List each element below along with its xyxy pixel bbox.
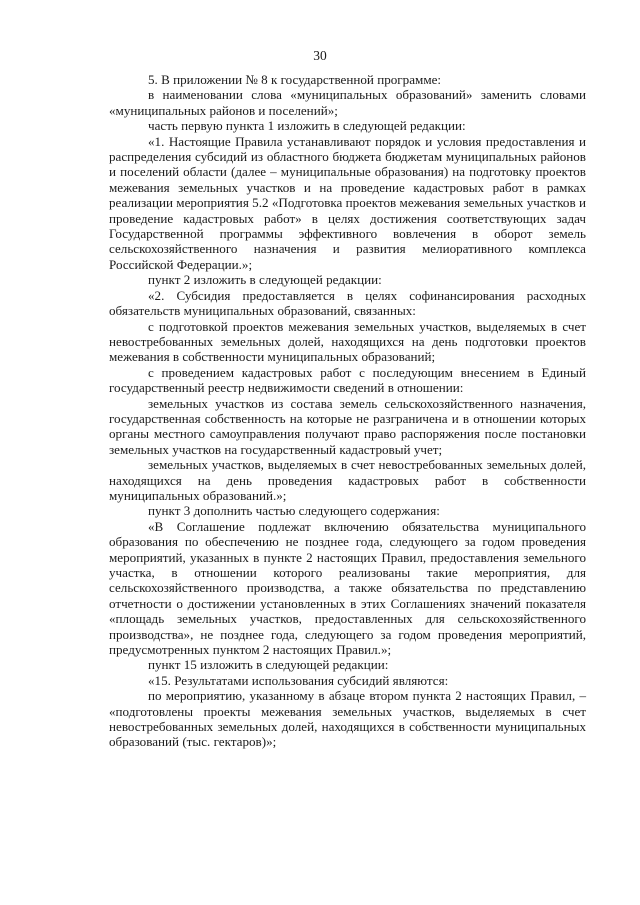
paragraph-item15-text: «15. Результатами использования субсидий являются: — [148, 672, 449, 688]
paragraph-item2-state-land: земельных участков из состава земель сельскохозяйственного назначения, государственная собственность на которые не разграничена и в отношении которых органы местного самоуправления получают право распоряжения после постановки земельных участков на государственный кадастровый учет; — [109, 395, 586, 457]
paragraph-item1-text: «1. Настоящие Правила устанавливают порядок и условия предоставления и распределения субсидий из областного бюджета бюджетам муниципальных районов и поселений области (далее – муниципальные образования) на подготовку проектов межевания земельных участков и на проведение кадастровых работ в рамках реализации мероприятия 5.2 «Подготовка проектов межевания земельных участков и проведение кадастровых работ» в целях достижения соответствующих задач Государственной программы эффективного вовлечения в оборот земель сельскохозяйственного назначения и развития мелиоративного комплекса Российской Федерации.»; — [109, 133, 586, 272]
paragraph-title-change: в наименовании слова «муниципальных образований» заменить словами «муниципальных районов и поселений»; — [109, 87, 586, 118]
page-number: 30 — [313, 48, 327, 63]
paragraph-item15-result: по мероприятию, указанному в абзаце втором пункта 2 настоящих Правил, – «подготовлены проекты межевания земельных участков, выделяемых в счет невостребованных земельных долей, находящихся в собственности муниципальных образований (тыс. гектаров)»; — [109, 688, 586, 750]
paragraph-item1-intro: часть первую пункта 1 изложить в следующей редакции: — [148, 118, 466, 134]
paragraph-item2-municipal-land: земельных участков, выделяемых в счет невостребованных земельных долей, находящихся на день проведения кадастровых работ в собственности муниципальных образований.»; — [109, 457, 586, 503]
paragraph-item15-intro: пункт 15 изложить в следующей редакции: — [148, 657, 389, 673]
paragraph-item2-intro: пункт 2 изложить в следующей редакции: — [148, 272, 382, 288]
paragraph-item2-cadastral: с проведением кадастровых работ с последующим внесением в Единый государственный реестр недвижимости сведений в отношении: — [109, 364, 586, 396]
paragraph-item2-survey: с подготовкой проектов межевания земельных участков, выделяемых в счет невостребованных земельных долей, находящихся на день подготовки проектов межевания в собственности муниципальных образований; — [109, 318, 586, 365]
paragraph-item3-text: «В Соглашение подлежат включению обязательства муниципального образования по обеспечению не позднее года, следующего за годом проведения мероприятий, указанных в пункте 2 настоящих Правил, предоставления земельного участка, в отношении которого реализованы такие мероприятия, для сельскохозяйственного производства, а также обязательства по представлению отчетности о достижении установленных в этих Соглашениях значений показателя «площадь земельных участков, предоставленных для сельскохозяйственного производства», не позднее года, следующего за годом проведения мероприятий, предусмотренных пунктом 2 настоящих Правил.»; — [109, 518, 586, 658]
paragraph-item2-text: «2. Субсидия предоставляется в целях софинансирования расходных обязательств муниципальных образований, связанных: — [109, 287, 586, 319]
document-body — [109, 72, 586, 750]
paragraph-item3-intro: пункт 3 дополнить частью следующего содержания: — [148, 503, 440, 519]
paragraph-amendment-heading: 5. В приложении № 8 к государственной программе: — [148, 72, 442, 87]
